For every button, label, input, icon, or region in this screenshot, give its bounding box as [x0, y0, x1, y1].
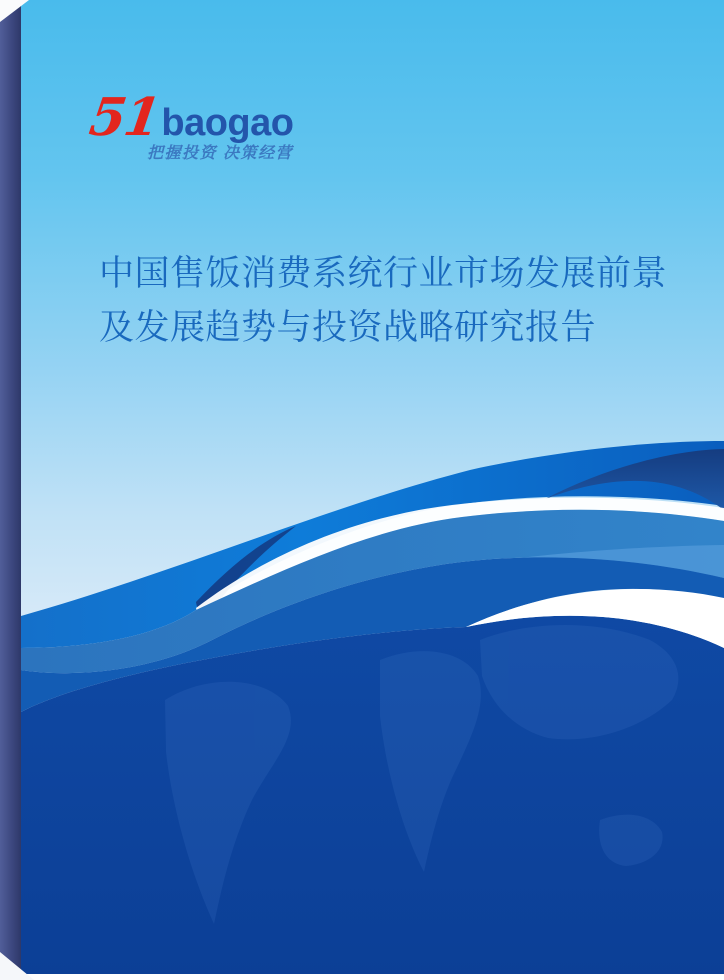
bottom-white-strip — [24, 974, 724, 980]
logo-brand-baogao: baogao — [161, 102, 294, 144]
logo-prefix-51: 51 — [85, 87, 163, 148]
book-spine — [0, 0, 21, 980]
report-title-line2: 及发展趋势与投资战略研究报告 — [99, 308, 597, 347]
logo — [85, 87, 294, 148]
logo-tagline: 把握投资 决策经营 — [147, 145, 293, 162]
report-title — [99, 247, 667, 355]
report-title-line1: 中国售饭消费系统行业市场发展前景 — [99, 254, 668, 293]
